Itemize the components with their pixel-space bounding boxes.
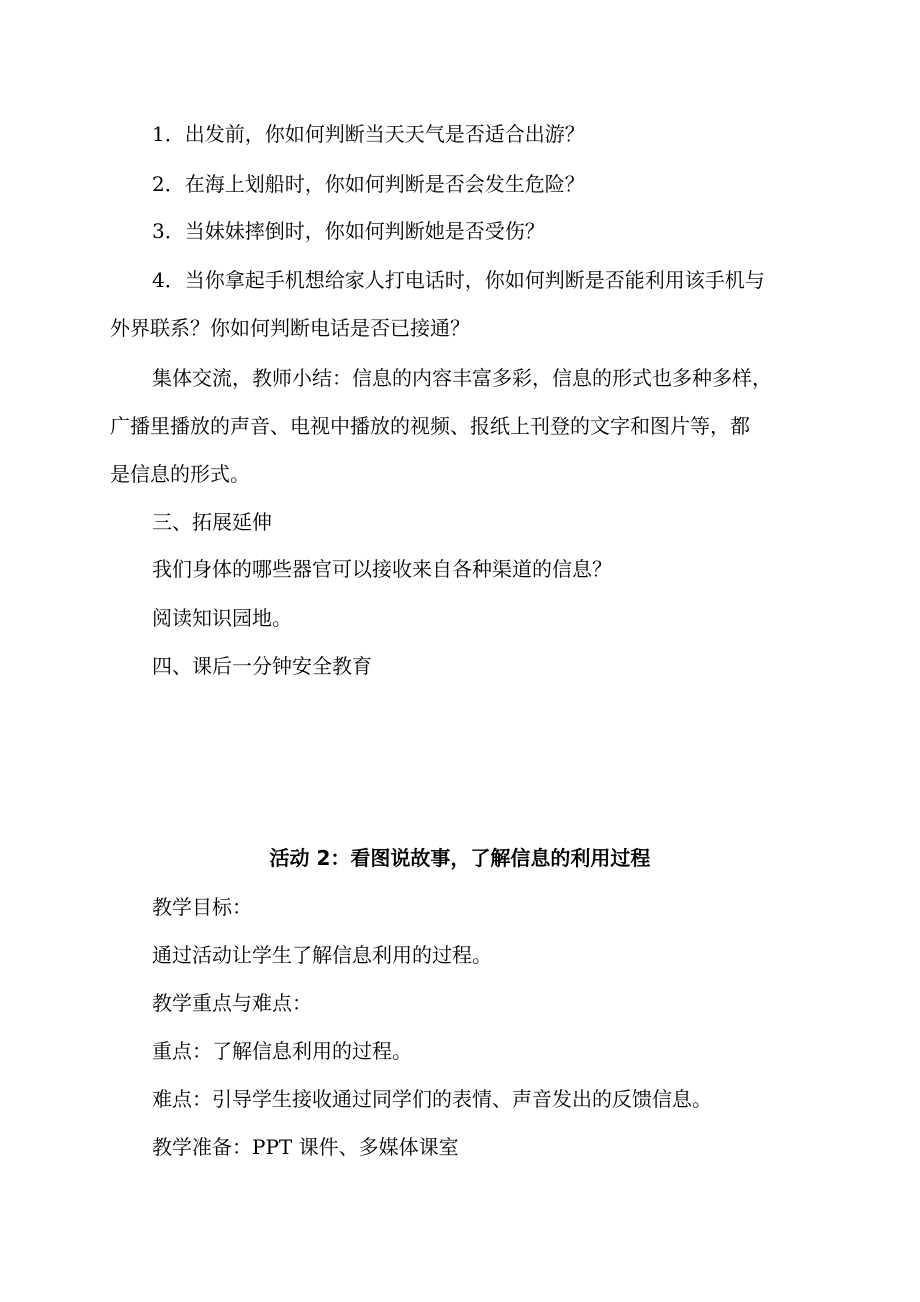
summary-line-3: 是信息的形式。	[110, 462, 250, 486]
difficulty-text: 难点：引导学生接收通过同学们的表情、声音发出的反馈信息。	[152, 1087, 712, 1111]
preparation-text: 教学准备：PPT 课件、多媒体课室	[152, 1135, 459, 1159]
question-1: 1．出发前，你如何判断当天天气是否适合出游？	[152, 122, 585, 146]
summary-line-2: 广播里播放的声音、电视中播放的视频、报纸上刊登的文字和图片等，都	[110, 414, 750, 438]
question-2: 2．在海上划船时，你如何判断是否会发生危险？	[152, 172, 585, 196]
question-3: 3．当妹妹摔倒时，你如何判断她是否受伤？	[152, 219, 545, 243]
teaching-goal-label: 教学目标：	[152, 895, 252, 919]
question-4-line-2: 外界联系？你如何判断电话是否已接通？	[110, 316, 470, 340]
safety-heading: 四、课后一分钟安全教育	[152, 654, 372, 678]
activity-2-title: 活动 2：看图说故事，了解信息的利用过程	[269, 846, 651, 870]
summary-line-1: 集体交流，教师小结：信息的内容丰富多彩，信息的形式也多种多样，	[152, 366, 772, 390]
key-points-label: 教学重点与难点：	[152, 991, 312, 1015]
teaching-goal-text: 通过活动让学生了解信息利用的过程。	[152, 943, 492, 967]
key-point-text: 重点：了解信息利用的过程。	[152, 1039, 412, 1063]
reading-line: 阅读知识园地。	[152, 606, 292, 630]
question-4-line-1: 4．当你拿起手机想给家人打电话时，你如何判断是否能利用该手机与	[152, 268, 765, 292]
extension-question: 我们身体的哪些器官可以接收来自各种渠道的信息？	[152, 557, 612, 581]
extension-heading: 三、拓展延伸	[152, 510, 272, 534]
